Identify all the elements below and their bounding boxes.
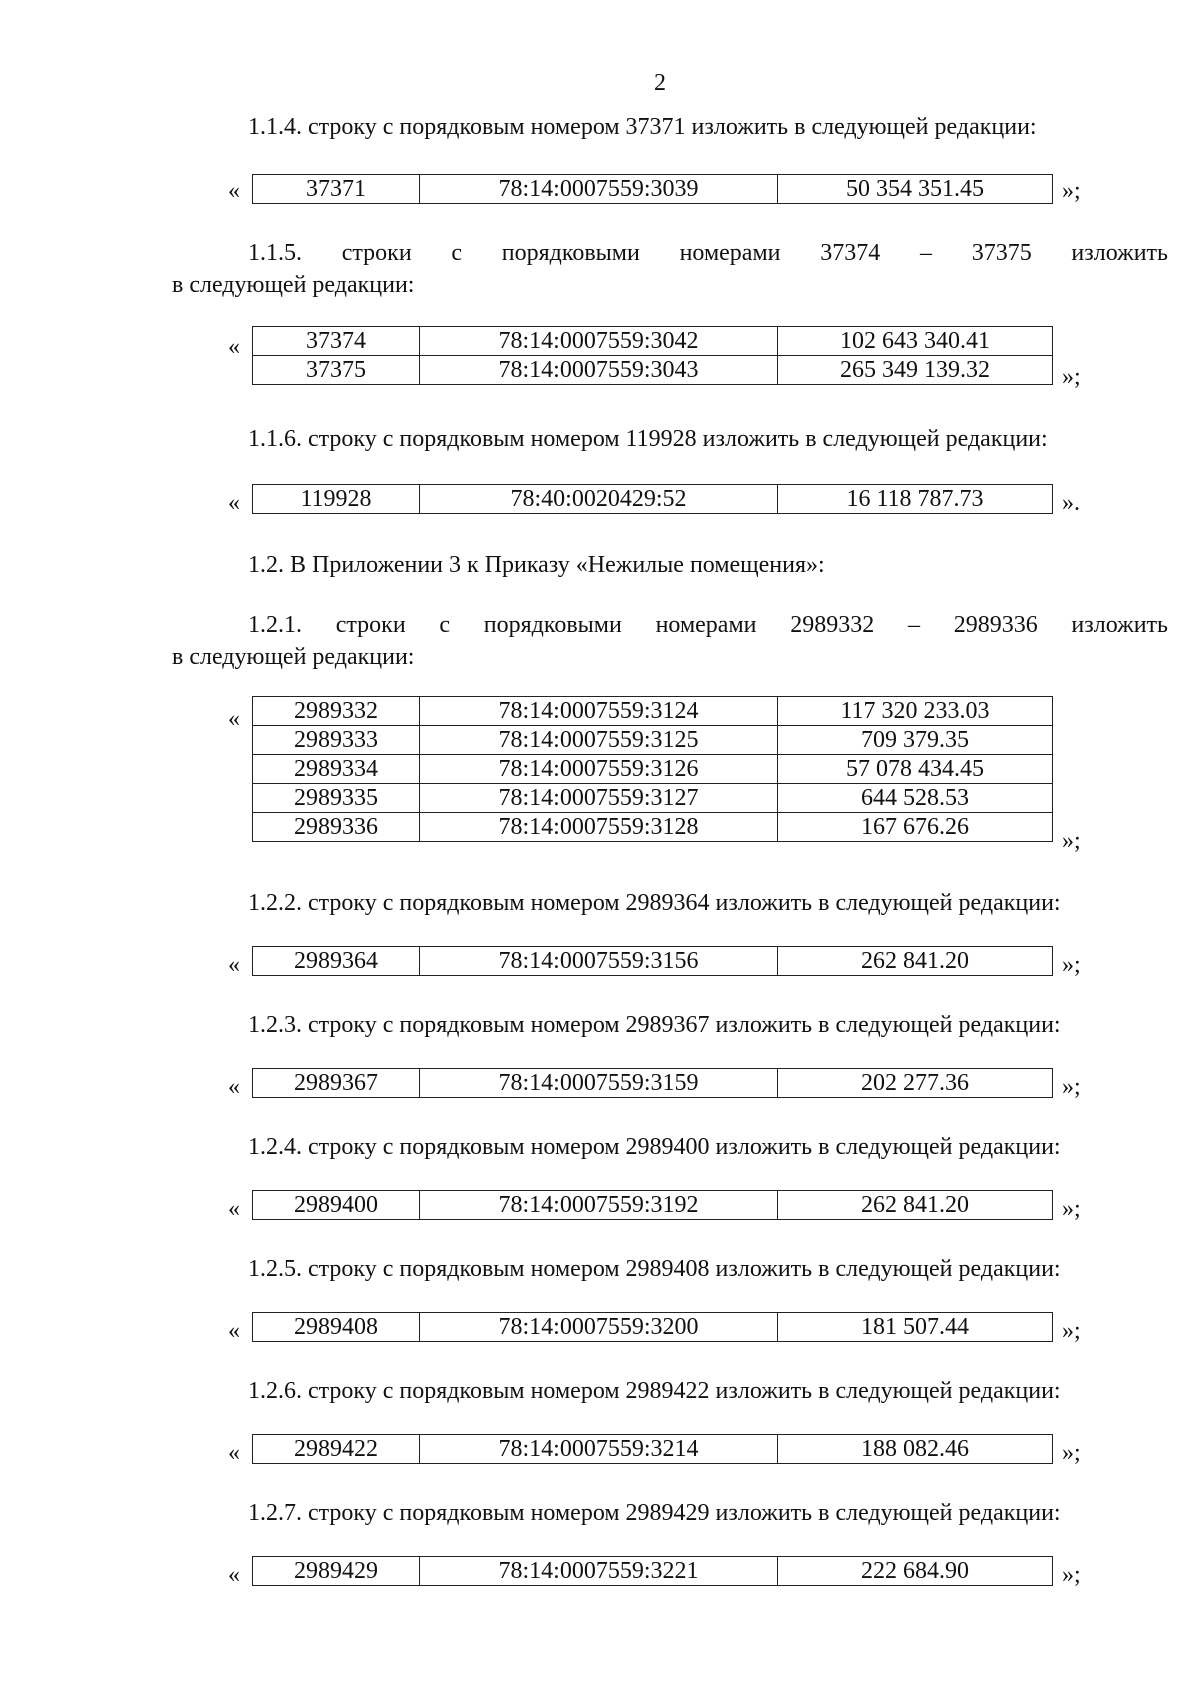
data-table: [252, 1312, 1053, 1342]
table-cell: 167 676.26: [778, 813, 1053, 842]
close-quote: »;: [1062, 1562, 1081, 1588]
table-cell: 2989408: [253, 1313, 420, 1342]
heading-word: –: [919, 240, 932, 266]
close-quote: ».: [1062, 490, 1080, 516]
close-quote: »;: [1062, 364, 1081, 390]
table-cell: 78:14:0007559:3221: [420, 1557, 778, 1586]
table-row: [253, 1435, 1053, 1464]
data-table: [252, 174, 1053, 204]
table-cell: 262 841.20: [778, 1191, 1053, 1220]
table-row: [253, 327, 1053, 356]
table-row: [253, 784, 1053, 813]
table-cell: 119928: [253, 485, 420, 514]
table-cell: 78:14:0007559:3156: [420, 947, 778, 976]
table-cell: 78:14:0007559:3043: [420, 356, 778, 385]
table-row: [253, 755, 1053, 784]
data-table: [252, 1068, 1053, 1098]
table-row: [253, 726, 1053, 755]
table-cell: 2989336: [253, 813, 420, 842]
close-quote: »;: [1062, 1440, 1081, 1466]
table-cell: 37375: [253, 356, 420, 385]
table-cell: 78:14:0007559:3042: [420, 327, 778, 356]
open-quote: «: [228, 1440, 240, 1466]
table-cell: 2989332: [253, 697, 420, 726]
open-quote: «: [228, 178, 240, 204]
section-heading: [248, 610, 1168, 640]
table-row: [253, 356, 1053, 385]
table-row: [253, 813, 1053, 842]
data-table: [252, 326, 1053, 385]
table-cell: 2989364: [253, 947, 420, 976]
table-cell: 202 277.36: [778, 1069, 1053, 1098]
heading-word: изложить: [1071, 240, 1168, 266]
table-cell: 78:14:0007559:3214: [420, 1435, 778, 1464]
heading-word: с: [439, 612, 451, 638]
section-heading: 1.2.5. строку с порядковым номером 2989408 изложить в следующей редакции:: [248, 1256, 1061, 1282]
heading-word: –: [907, 612, 920, 638]
page-number: 2: [654, 70, 666, 96]
table-cell: 78:14:0007559:3126: [420, 755, 778, 784]
close-quote: »;: [1062, 178, 1081, 204]
table-cell: 2989367: [253, 1069, 420, 1098]
open-quote: «: [228, 1318, 240, 1344]
table-row: [253, 1069, 1053, 1098]
table-row: [253, 175, 1053, 204]
open-quote: «: [228, 334, 240, 360]
section-heading: 1.2.6. строку с порядковым номером 2989422 изложить в следующей редакции:: [248, 1378, 1061, 1404]
close-quote: »;: [1062, 1196, 1081, 1222]
open-quote: «: [228, 1196, 240, 1222]
table-cell: 78:40:0020429:52: [420, 485, 778, 514]
section-heading: 1.2.3. строку с порядковым номером 2989367 изложить в следующей редакции:: [248, 1012, 1061, 1038]
open-quote: «: [228, 706, 240, 732]
table-cell: 222 684.90: [778, 1557, 1053, 1586]
table-row: [253, 947, 1053, 976]
heading-word: изложить: [1071, 612, 1168, 638]
table-cell: 37371: [253, 175, 420, 204]
table-cell: 2989429: [253, 1557, 420, 1586]
section-heading: 1.2. В Приложении 3 к Приказу «Нежилые помещения»:: [248, 552, 825, 578]
table-row: [253, 697, 1053, 726]
section-heading: 1.2.2. строку с порядковым номером 2989364 изложить в следующей редакции:: [248, 890, 1061, 916]
table-row: [253, 1557, 1053, 1586]
data-table: [252, 484, 1053, 514]
section-heading: 1.2.7. строку с порядковым номером 2989429 изложить в следующей редакции:: [248, 1500, 1061, 1526]
table-cell: 16 118 787.73: [778, 485, 1053, 514]
heading-word: номерами: [655, 612, 757, 638]
table-cell: 78:14:0007559:3159: [420, 1069, 778, 1098]
table-cell: 50 354 351.45: [778, 175, 1053, 204]
table-cell: 188 082.46: [778, 1435, 1053, 1464]
heading-word: порядковыми: [501, 240, 640, 266]
table-cell: 78:14:0007559:3039: [420, 175, 778, 204]
table-row: [253, 485, 1053, 514]
open-quote: «: [228, 1074, 240, 1100]
table-cell: 2989333: [253, 726, 420, 755]
table-cell: 644 528.53: [778, 784, 1053, 813]
heading-word: 2989336: [953, 612, 1038, 638]
table-cell: 78:14:0007559:3200: [420, 1313, 778, 1342]
section-heading-continuation: в следующей редакции:: [172, 644, 415, 670]
data-table: [252, 1434, 1053, 1464]
heading-word: строки: [341, 240, 412, 266]
table-cell: 78:14:0007559:3125: [420, 726, 778, 755]
heading-word: номерами: [679, 240, 781, 266]
table-cell: 265 349 139.32: [778, 356, 1053, 385]
heading-word: порядковыми: [483, 612, 622, 638]
section-heading: 1.2.4. строку с порядковым номером 2989400 изложить в следующей редакции:: [248, 1134, 1061, 1160]
open-quote: «: [228, 952, 240, 978]
table-cell: 2989422: [253, 1435, 420, 1464]
section-heading: 1.1.6. строку с порядковым номером 119928 изложить в следующей редакции:: [248, 426, 1048, 452]
table-cell: 2989335: [253, 784, 420, 813]
close-quote: »;: [1062, 1318, 1081, 1344]
heading-word: 1.2.1.: [248, 612, 302, 638]
close-quote: »;: [1062, 952, 1081, 978]
section-heading-continuation: в следующей редакции:: [172, 272, 415, 298]
data-table: [252, 1190, 1053, 1220]
table-cell: 78:14:0007559:3128: [420, 813, 778, 842]
table-cell: 2989334: [253, 755, 420, 784]
table-cell: 78:14:0007559:3192: [420, 1191, 778, 1220]
heading-word: 37375: [971, 240, 1032, 266]
table-cell: 117 320 233.03: [778, 697, 1053, 726]
data-table: [252, 696, 1053, 842]
open-quote: «: [228, 1562, 240, 1588]
table-row: [253, 1191, 1053, 1220]
table-cell: 102 643 340.41: [778, 327, 1053, 356]
table-cell: 57 078 434.45: [778, 755, 1053, 784]
table-cell: 181 507.44: [778, 1313, 1053, 1342]
table-row: [253, 1313, 1053, 1342]
section-heading: 1.1.4. строку с порядковым номером 37371 изложить в следующей редакции:: [248, 114, 1037, 140]
heading-word: строки: [335, 612, 406, 638]
heading-word: с: [451, 240, 463, 266]
table-cell: 262 841.20: [778, 947, 1053, 976]
table-cell: 37374: [253, 327, 420, 356]
table-cell: 2989400: [253, 1191, 420, 1220]
close-quote: »;: [1062, 828, 1081, 854]
heading-word: 37374: [820, 240, 881, 266]
data-table: [252, 946, 1053, 976]
data-table: [252, 1556, 1053, 1586]
close-quote: »;: [1062, 1074, 1081, 1100]
open-quote: «: [228, 490, 240, 516]
section-heading: [248, 238, 1168, 268]
heading-word: 2989332: [790, 612, 875, 638]
heading-word: 1.1.5.: [248, 240, 302, 266]
table-cell: 78:14:0007559:3124: [420, 697, 778, 726]
table-cell: 78:14:0007559:3127: [420, 784, 778, 813]
table-cell: 709 379.35: [778, 726, 1053, 755]
